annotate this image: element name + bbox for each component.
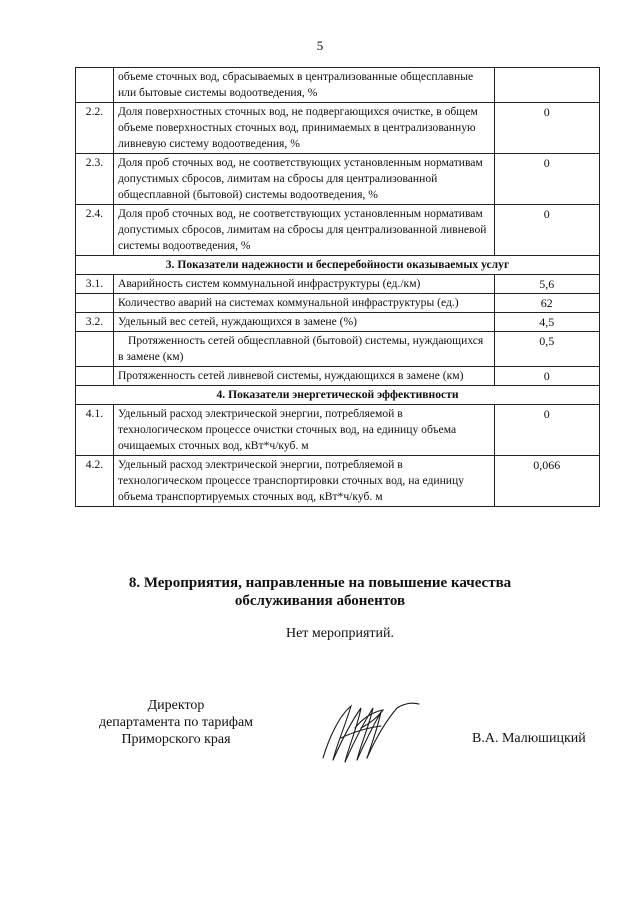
section-row <box>76 386 600 405</box>
signatory-title-line2: департамента по тарифам <box>98 715 254 730</box>
section-heading: 4. Показатели энергетической эффективности <box>76 386 600 405</box>
row-number: 2.3. <box>76 154 114 205</box>
row-number: 4.2. <box>76 456 114 507</box>
row-value: 0 <box>494 405 599 456</box>
row-value: 0 <box>494 154 599 205</box>
row-value: 0 <box>494 205 599 256</box>
row-number <box>76 294 114 313</box>
table-row <box>76 275 600 294</box>
no-measures-text: Нет мероприятий. <box>285 626 395 641</box>
row-text: Протяженность сетей ливневой системы, нуждающихся в замене (км) <box>113 367 494 386</box>
section-row <box>76 256 600 275</box>
table-row <box>76 456 600 507</box>
section-8-heading-line2: обслуживания абонентов <box>234 593 406 609</box>
row-number <box>76 68 114 103</box>
row-text: объеме сточных вод, сбрасываемых в централизованные общесплавные или бытовые системы водоотведения, % <box>113 68 494 103</box>
page-number: 5 <box>316 38 324 53</box>
row-number <box>76 332 114 367</box>
row-text: Удельный расход электрической энергии, потребляемой в технологическом процессе очистки сточных вод, на единицу объема очищаемых сточных вод, кВт*ч/куб. м <box>113 405 494 456</box>
row-text: Доля поверхностных сточных вод, не подвергающихся очистке, в общем объеме поверхностных сточных вод, принимаемых в централизованную ливневую систему водоотведения, % <box>113 103 494 154</box>
row-text: Доля проб сточных вод, не соответствующих установленным нормативам допустимых сбросов, лимитам на сбросы для централизованной общесплавной (бытовой) системы водоотведения, % <box>113 154 494 205</box>
row-value: 5,6 <box>494 275 599 294</box>
row-text: Доля проб сточных вод, не соответствующих установленным нормативам допустимых сбросов, лимитам на сбросы для централизованной ливневой системы водоотведения, % <box>113 205 494 256</box>
row-value: 62 <box>494 294 599 313</box>
indicators-table <box>75 67 600 507</box>
table-row <box>76 313 600 332</box>
row-number: 2.2. <box>76 103 114 154</box>
row-value: 0 <box>494 103 599 154</box>
signer-name: В.А. Малюшицкий <box>472 731 586 746</box>
row-value: 0,5 <box>494 332 599 367</box>
row-value: 0,066 <box>494 456 599 507</box>
row-text: Количество аварий на системах коммунальной инфраструктуры (ед.) <box>113 294 494 313</box>
row-value: 0 <box>494 367 599 386</box>
table-row <box>76 154 600 205</box>
table-row <box>76 332 600 367</box>
row-text: Аварийность систем коммунальной инфраструктуры (ед./км) <box>113 275 494 294</box>
section-8-heading-line1: 8. Мероприятия, направленные на повышение качества <box>128 575 512 591</box>
row-number: 2.4. <box>76 205 114 256</box>
row-text: Протяженность сетей общесплавной (бытовой) системы, нуждающихся в замене (км) <box>113 332 494 367</box>
signatory-title-line1: Директор <box>147 698 205 713</box>
handwritten-signature <box>315 698 430 766</box>
row-text: Удельный вес сетей, нуждающихся в замене (%) <box>113 313 494 332</box>
table-row <box>76 205 600 256</box>
row-value <box>494 68 599 103</box>
row-text: Удельный расход электрической энергии, потребляемой в технологическом процессе транспортировки сточных вод, на единицу объема транспортируемых сточных вод, кВт*ч/куб. м <box>113 456 494 507</box>
table-row <box>76 294 600 313</box>
row-value: 4,5 <box>494 313 599 332</box>
section-heading: 3. Показатели надежности и бесперебойности оказываемых услуг <box>76 256 600 275</box>
signatory-title-line3: Приморского края <box>121 732 231 747</box>
row-number: 3.1. <box>76 275 114 294</box>
row-number <box>76 367 114 386</box>
section-8-heading <box>0 574 640 610</box>
signatory-title <box>66 697 286 748</box>
table-row <box>76 103 600 154</box>
row-number: 3.2. <box>76 313 114 332</box>
row-number: 4.1. <box>76 405 114 456</box>
table-row <box>76 68 600 103</box>
table-row <box>76 367 600 386</box>
table-row <box>76 405 600 456</box>
